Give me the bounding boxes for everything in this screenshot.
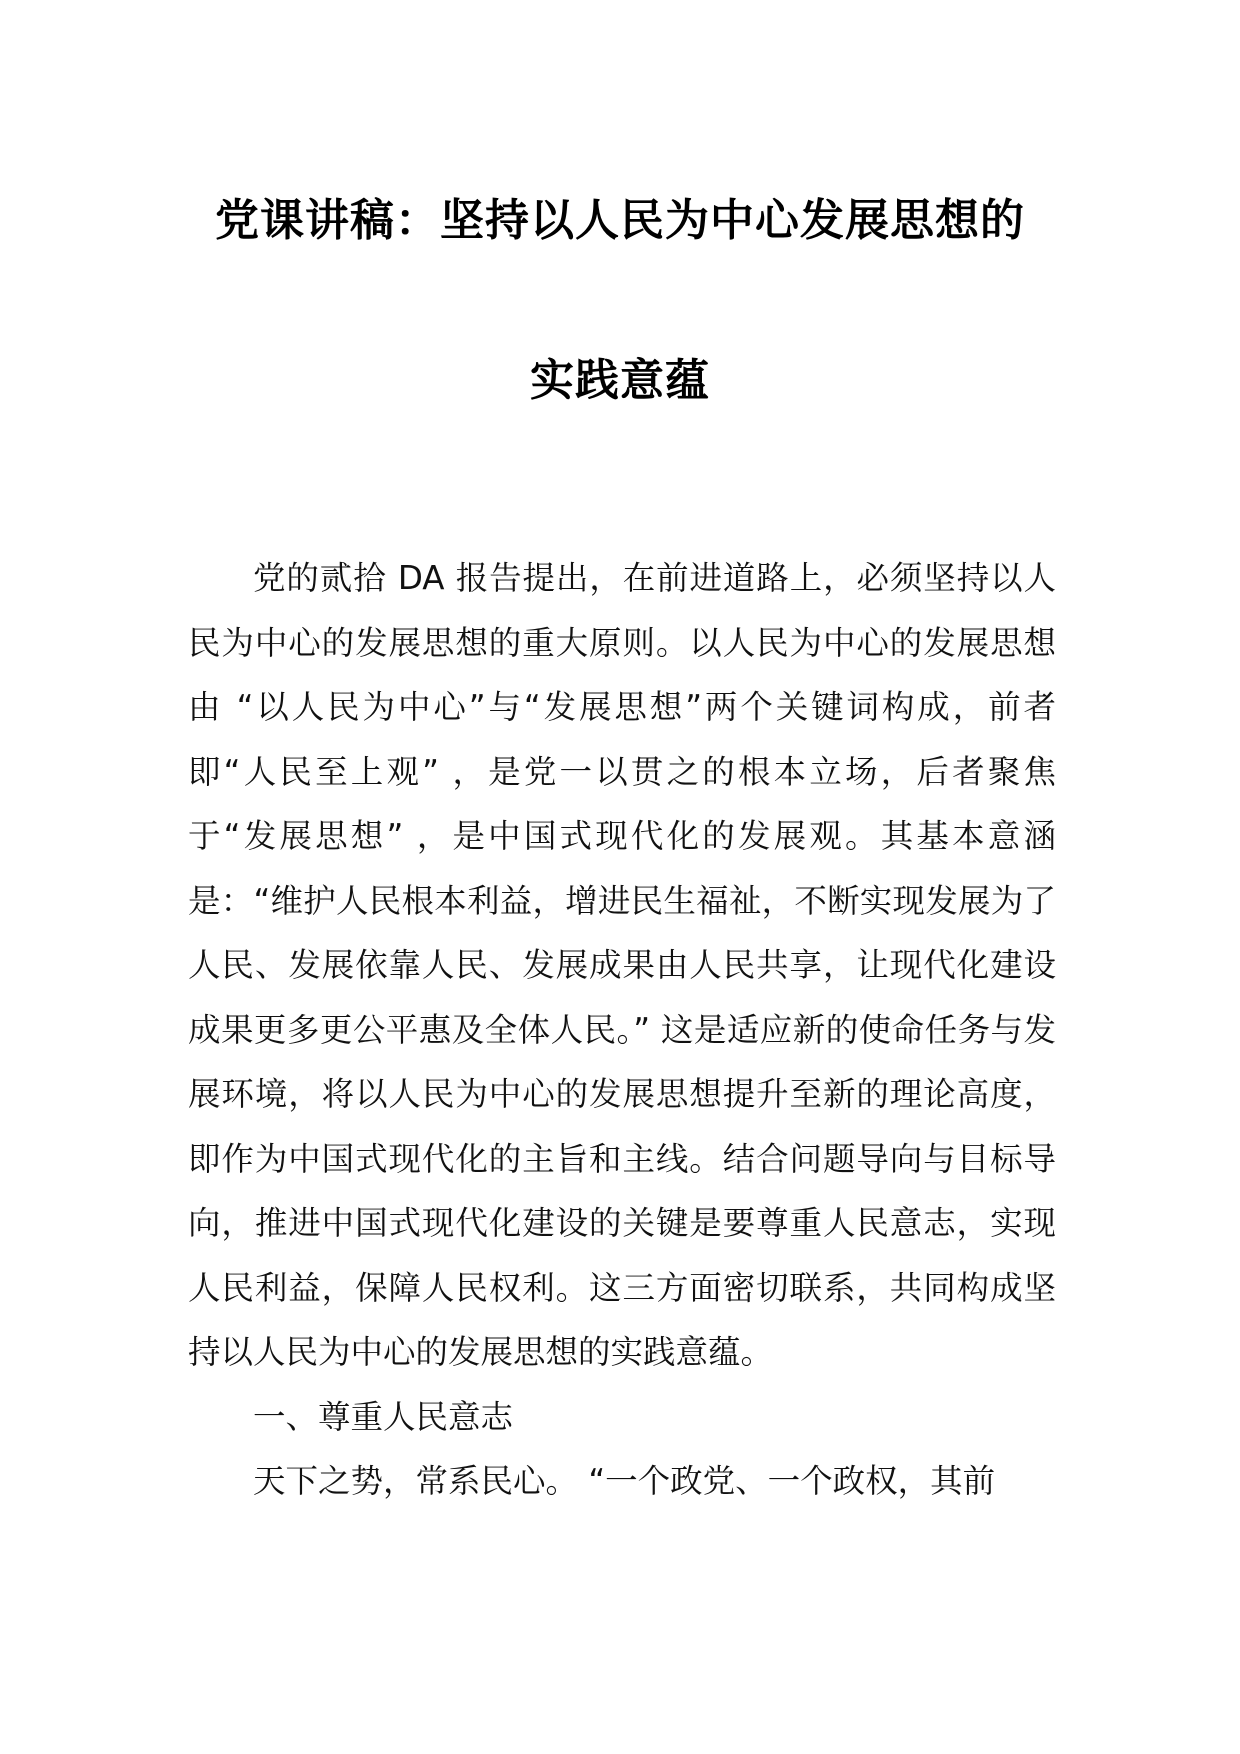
title-line-2: 实践意蕴 [530,355,710,406]
document-title [150,196,1090,406]
section-heading: 一、尊重人民意志 [253,1397,514,1436]
intro-paragraph: 党的贰拾 DA 报告提出，在前进道路上，必须坚持以人民为中心的发展思想的重大原则。以人民为中心的发展思想由 “以人民为中心”与“发展思想”两个关键词构成，前者即“人民至上观” ，是党一以贯之的根本立场，后者聚焦于“发展思想” ，是中国式现代化的发展观。其基本意涵是：“维护人民根本利益，增进民生福祉，不断实现发展为了人民、发展依靠人民、发展成果由人民共享，让现代化建设成果更多更公平惠及全体人民。” 这是适应新的使命任务与发展环境，将以人民为中心的发展思想提升至新的理论高度，即作为中国式现代化的主旨和主线。结合问题导向与目标导向，推进中国式现代化建设的关键是要尊重人民意志，实现人民利益，保障人民权利。这三方面密切联系，共同构成坚持以人民为中心的发展思想的实践意蕴。 [188,559,1056,1371]
body-paragraph: 天下之势，常系民心。 “一个政党、一个政权，其前 [253,1462,996,1500]
document-body [188,546,1056,1514]
title-line-1: 党课讲稿：坚持以人民为中心发展思想的 [215,195,1025,246]
